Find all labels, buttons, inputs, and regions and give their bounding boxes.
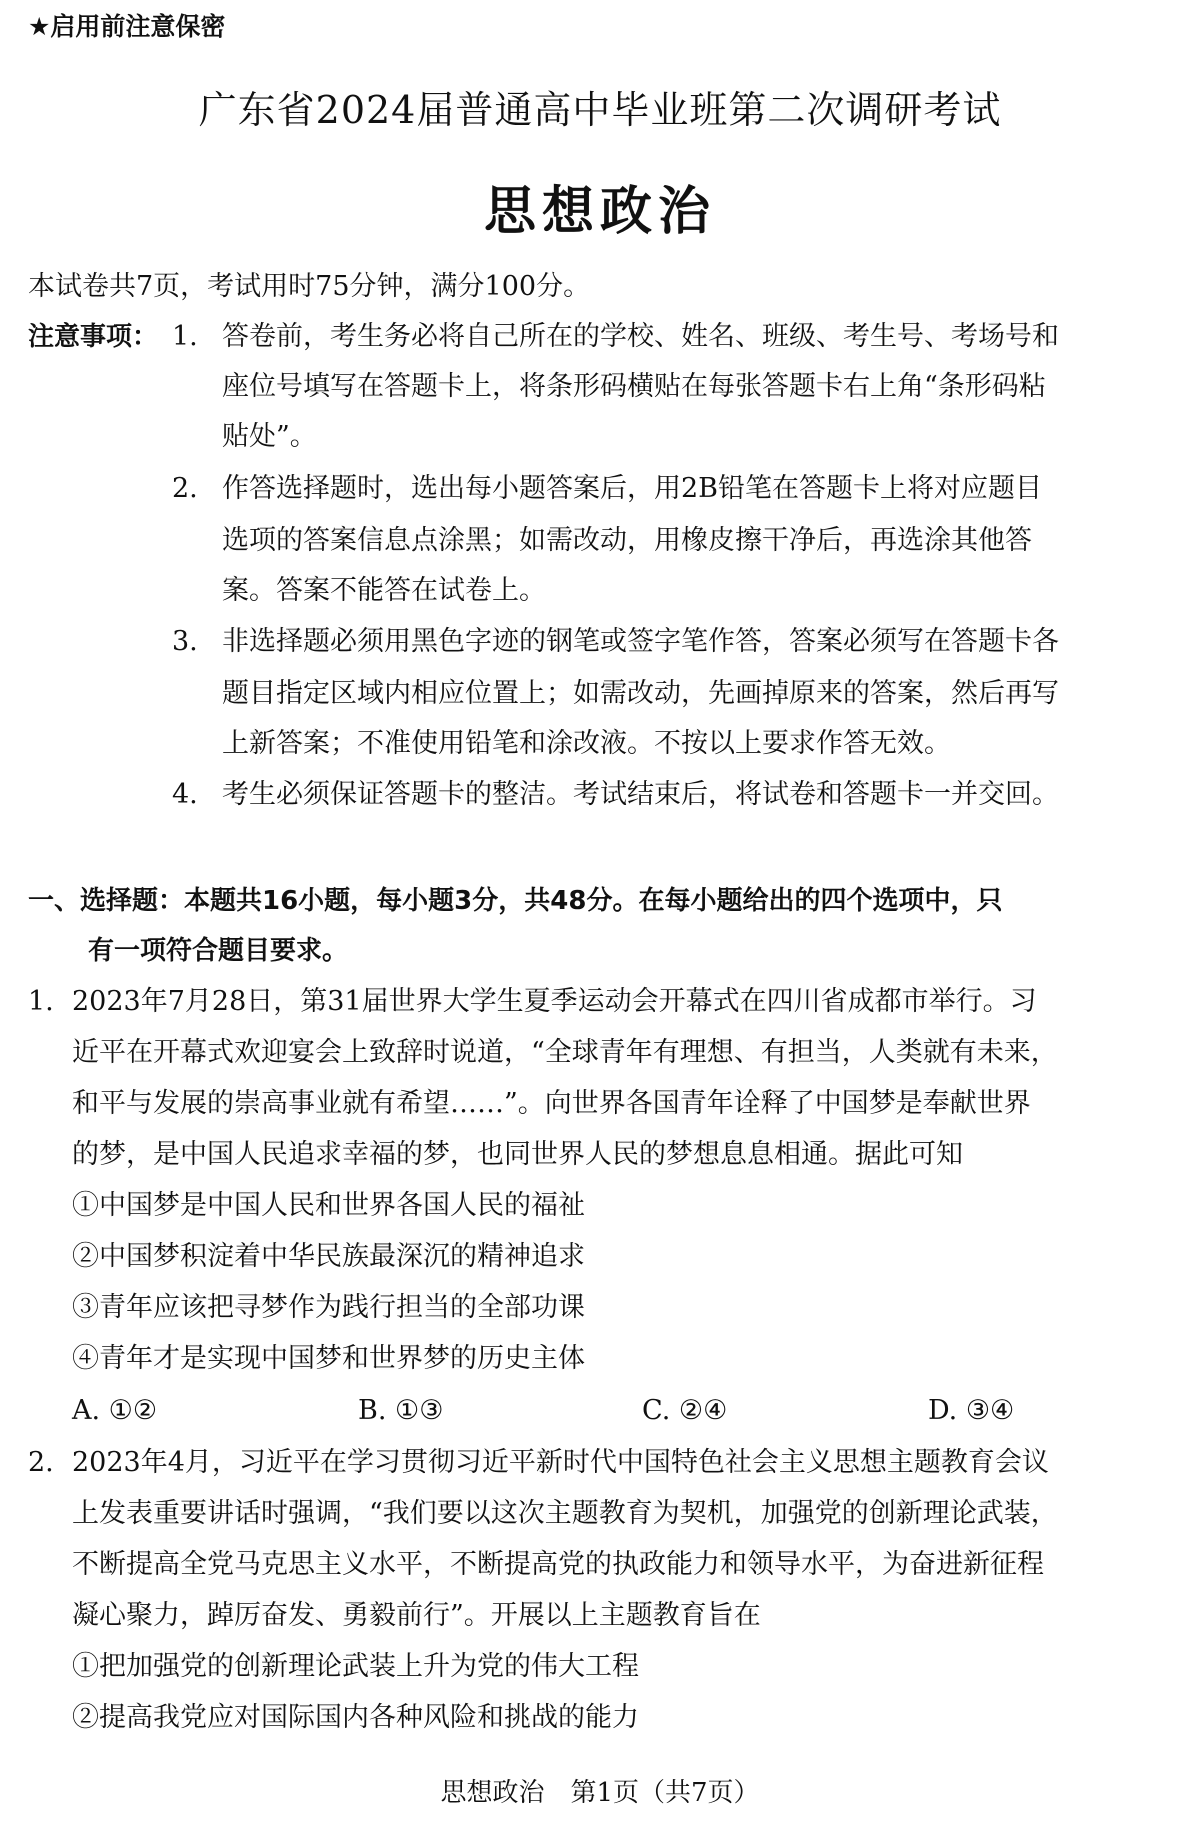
page-footer: 思想政治 第1页（共7页） (440, 1778, 760, 1808)
notice-item-line: 座位号填写在答题卡上，将条形码横贴在每张答题卡右上角“条形码粘 (222, 371, 1046, 402)
notice-item-num: 4. (172, 779, 198, 810)
question-line: 上发表重要讲话时强调，“我们要以这次主题教育为契机，加强党的创新理论武装， (72, 1498, 1058, 1529)
question-statement: ①中国梦是中国人民和世界各国人民的福祉 (72, 1190, 585, 1221)
exam-intro: 本试卷共7页，考试用时75分钟，满分100分。 (28, 271, 591, 302)
question-statement: ③青年应该把寻梦作为践行担当的全部功课 (72, 1292, 585, 1323)
notice-label: 注意事项： (28, 322, 159, 352)
notice-item-line: 非选择题必须用黑色字迹的钢笔或签字笔作答，答案必须写在答题卡各 (222, 626, 1059, 657)
question-statement: ②中国梦积淀着中华民族最深沉的精神追求 (72, 1241, 585, 1272)
confidential-notice: ★启用前注意保密 (28, 12, 226, 41)
section-heading: 有一项符合题目要求。 (88, 936, 349, 966)
answer-option-a: A. ①② (72, 1395, 158, 1426)
notice-item-line: 选项的答案信息点涂黑；如需改动，用橡皮擦干净后，再选涂其他答 (222, 525, 1032, 556)
question-line: 2023年4月，习近平在学习贯彻习近平新时代中国特色社会主义思想主题教育会议 (72, 1447, 1049, 1478)
notice-item-line: 作答选择题时，选出每小题答案后，用2B铅笔在答题卡上将对应题目 (222, 473, 1043, 504)
notice-item-line: 答卷前，考生务必将自己所在的学校、姓名、班级、考生号、考场号和 (222, 321, 1059, 352)
notice-item-line: 题目指定区域内相应位置上；如需改动，先画掉原来的答案，然后再写 (222, 678, 1059, 709)
notice-item-line: 案。答案不能答在试卷上。 (222, 575, 546, 606)
question-statement: ④青年才是实现中国梦和世界梦的历史主体 (72, 1343, 585, 1374)
subject-title: 思想政治 (483, 182, 716, 242)
exam-title: 广东省2024届普通高中毕业班第二次调研考试 (198, 88, 1002, 132)
notice-item-num: 1. (172, 321, 198, 352)
question-number: 1. (28, 986, 54, 1017)
notice-item-line: 考生必须保证答题卡的整洁。考试结束后，将试卷和答题卡一并交回。 (222, 779, 1059, 810)
question-statement: ②提高我党应对国际国内各种风险和挑战的能力 (72, 1702, 639, 1733)
question-line: 不断提高全党马克思主义水平，不断提高党的执政能力和领导水平，为奋进新征程 (72, 1549, 1044, 1580)
notice-item-line: 上新答案；不准使用铅笔和涂改液。不按以上要求作答无效。 (222, 728, 951, 759)
answer-option-c: C. ②④ (642, 1395, 728, 1426)
question-line: 近平在开幕式欢迎宴会上致辞时说道，“全球青年有理想、有担当，人类就有未来， (72, 1037, 1058, 1068)
question-line: 2023年7月28日，第31届世界大学生夏季运动会开幕式在四川省成都市举行。习 (72, 986, 1037, 1017)
answer-option-b: B. ①③ (358, 1395, 444, 1426)
notice-item-num: 2. (172, 473, 198, 504)
answer-option-d: D. ③④ (928, 1395, 1015, 1426)
notice-item-num: 3. (172, 626, 198, 657)
question-number: 2. (28, 1447, 54, 1478)
question-statement: ①把加强党的创新理论武装上升为党的伟大工程 (72, 1651, 639, 1682)
notice-item-line: 贴处”。 (222, 421, 317, 452)
section-heading: 一、选择题：本题共16小题，每小题3分，共48分。在每小题给出的四个选项中，只 (28, 886, 1003, 916)
question-line: 凝心聚力，踔厉奋发、勇毅前行”。开展以上主题教育旨在 (72, 1600, 761, 1631)
question-line: 的梦，是中国人民追求幸福的梦，也同世界人民的梦想息息相通。据此可知 (72, 1139, 963, 1170)
question-line: 和平与发展的崇高事业就有希望……”。向世界各国青年诠释了中国梦是奉献世界 (72, 1088, 1031, 1119)
